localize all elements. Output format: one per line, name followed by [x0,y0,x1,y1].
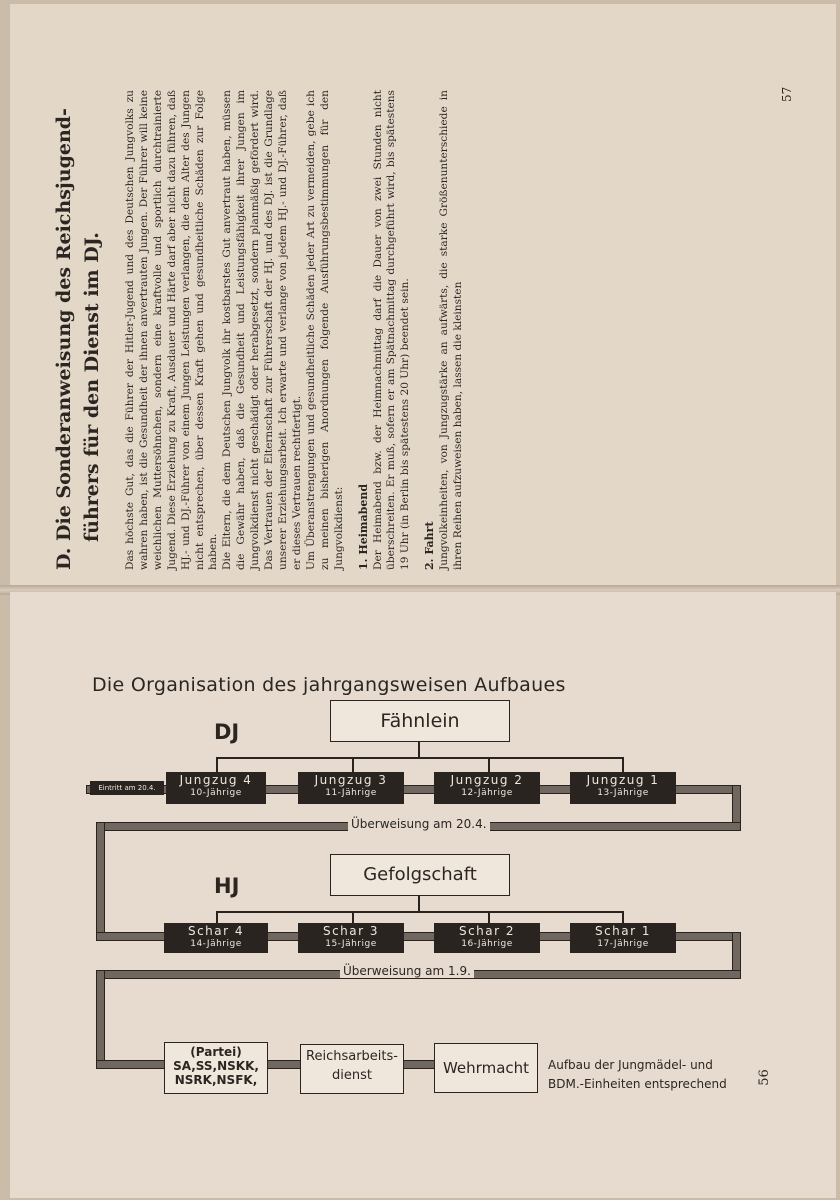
schar-3-age: 15-Jährige [325,939,377,949]
schar-2-age: 16-Jährige [461,939,513,949]
partei-line-3: NSRK,NSFK, [174,1073,258,1087]
tree-stem [418,742,420,758]
section-heading [50,90,106,570]
dj-label: DJ [214,720,240,744]
schar-3-name: Schar 3 [322,924,380,938]
tree-stem [418,896,420,912]
jungzug-1-box [570,772,676,804]
schar-4-box [164,923,268,953]
note-line-2: BDM.-Einheiten entsprechend [548,1077,727,1091]
schar-1-age: 17-Jährige [597,939,649,949]
partei-line-2: SA,SS,NSKK, [173,1059,259,1073]
page-57-content [50,90,466,570]
tree-branch [216,911,624,913]
hj-label: HJ [214,874,240,898]
jungmaedel-note [548,1056,727,1094]
rad-line-2: dienst [332,1068,372,1083]
wehrmacht-box: Wehrmacht [434,1043,538,1093]
tree-drop [216,757,218,773]
jungzug-2-age: 12-Jährige [461,788,513,798]
top-page [10,4,836,588]
section-2-text: Jungvolkeinheiten, von Jungzugstärke an aufwärts, die starke Größenunterschiede in ihren Reihen aufzuweisen haben, lassen die kleinsten [438,90,465,570]
pipe-left-connector-2 [96,970,105,1068]
jungzug-2-box [434,772,540,804]
transfer-2-label: Überweisung am 1.9. [340,964,474,978]
page-number-56: 56 [756,1069,772,1086]
schar-1-box [570,923,676,953]
page-number-57: 57 [780,86,794,102]
jungzug-3-name: Jungzug 3 [314,773,388,787]
eintritt-label: Eintritt am 20.4. [90,781,164,795]
partei-box [164,1042,268,1094]
jungzug-1-name: Jungzug 1 [586,773,660,787]
pipe-right-connector-1 [732,785,741,825]
jungzug-4-box [166,772,266,804]
partei-line-1: (Partei) [190,1045,242,1059]
tree-branch [216,757,624,759]
jungzug-3-box [298,772,404,804]
jungzug-4-name: Jungzug 4 [179,773,253,787]
pipe-left-connector-1 [96,822,105,938]
tree-drop [622,757,624,773]
tree-drop [352,757,354,773]
heading-line-1: D. Die Sonderanweisung des Reichsjugend- [53,108,75,570]
section-1-title: 1. Heimabend [356,483,370,570]
heading-line-2: führers für den Dienst im DJ. [81,232,103,542]
jungzug-3-age: 11-Jährige [325,788,377,798]
schar-4-age: 14-Jährige [190,939,242,949]
rad-line-1: Reichsarbeits- [306,1049,398,1064]
note-line-1: Aufbau der Jungmädel- und [548,1058,713,1072]
transfer-1-label: Überweisung am 20.4. [348,817,490,831]
pipe-right-connector-2 [732,932,741,974]
jungzug-1-age: 13-Jährige [597,788,649,798]
regulations-paragraph: Um Überanstrengungen und gesundheitliche Schäden jeder Art zu vermeiden, gebe ich zu meinen bisherigen Anordnungen folgende Ausführungsbestimmungen für den Jungvolkdienst: [304,90,345,570]
bottom-page [10,592,836,1198]
jungzug-2-name: Jungzug 2 [450,773,524,787]
schar-2-name: Schar 2 [458,924,516,938]
schar-1-name: Schar 1 [594,924,652,938]
intro-paragraph: Das höchste Gut, das die Führer der Hitler-Jugend und des Deutschen Jungvolks zu wahren haben, ist die Gesundheit der ihnen anvertrauten Jungen. Der Führer will keine weichlichen Muttersöhnchen, sondern eine kraftvolle und sportlich durchtrainierte Jugend. Diese Erziehung zu Kraft, Ausdauer und Härte darf aber nicht dazu führen, daß HJ.- und DJ.-Führer von einem Jungen Leistungen verlangen, die dem Alter des Jungen nicht entsprechen, über dessen Kraft gehen und gesundheitliche Schäden zur Folge haben. [124,90,220,570]
parents-paragraph: Die Eltern, die dem Deutschen Jungvolk ihr kostbarstes Gut anvertraut haben, müssen die Gewähr haben, daß die Gesundheit und Leistungsfähigkeit ihrer Jungen im Jungvolkdienst nicht geschädigt oder herabgesetzt, sondern planmäßig gefördert wird. Das Vertrauen der Elternschaft zur Führerschaft der HJ. und des DJ. ist die Grundlage unserer Erziehungsarbeit. Ich erwarte und verlange von jedem HJ.- und DJ.-Führer, daß er dieses Vertrauen rechtfertigt. [221,90,303,570]
reichsarbeitsdienst-box [300,1044,404,1094]
tree-drop [488,757,490,773]
schar-2-box [434,923,540,953]
faehnlein-box: Fähnlein [330,700,510,742]
section-1-text: Der Heimabend bzw. der Heimnachmittag darf die Dauer von zwei Stunden nicht überschreiten. Er muß, sofern er am Spätnachmittag durchgeführt wird, bis spätestens 19 Uhr (in Berlin bis spätestens 20 Uhr) beendet sein. [371,90,412,570]
jungzug-4-age: 10-Jährige [190,788,242,798]
schar-4-name: Schar 4 [187,924,245,938]
gefolgschaft-box: Gefolgschaft [330,854,510,896]
schar-3-box [298,923,404,953]
diagram-title: Die Organisation des jahrgangsweisen Aufbaues [92,674,566,696]
rotated-text-block [10,4,836,588]
section-2-title: 2. Fahrt [423,521,437,570]
